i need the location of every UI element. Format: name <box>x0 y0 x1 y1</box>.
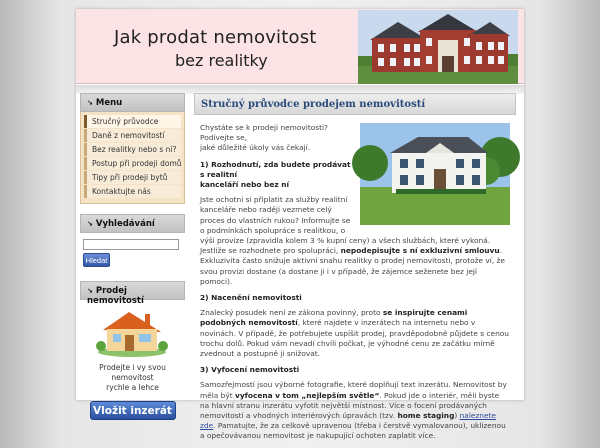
section-3-text-2: . Pokud jde o interiér, měli byste na hlavní stranu inzerátu vyfotit největší místnost. Více o focení prodávaných nemovitostí a vhodných interiérových úpravách (tzv. <box>200 390 500 421</box>
house-illustration <box>95 306 170 358</box>
section-2-title: 2) Nacenění nemovitosti <box>200 293 302 303</box>
page-container <box>76 9 524 441</box>
site-header <box>76 9 524 84</box>
sidebar <box>80 93 185 420</box>
sale-text-1: Prodejte i vy svou nemovitost <box>99 363 166 382</box>
section-3-bold-2: home staging <box>397 411 455 421</box>
house-photo <box>360 123 510 225</box>
section-2-text <box>200 308 510 359</box>
section-1-title-line-2: kanceláří nebo bez ní <box>200 180 290 190</box>
arrow-icon: ↘ <box>87 220 93 228</box>
menu-box <box>80 93 185 204</box>
site-subtitle: bez realitky <box>175 51 268 70</box>
section-3-text <box>200 380 510 441</box>
main-content <box>194 93 516 448</box>
intro-line-2: jaké důležité úkoly vás čekají. <box>200 143 311 153</box>
intro-line-1: Chystáte se k prodeji nemovitosti? Podívejte se, <box>200 123 328 143</box>
section-3-text-1: Samozřejmostí jsou výborné fotografie, které doplňují text inzerátu. Nemovitost by měla být <box>200 380 507 400</box>
menu-heading-label: Menu <box>95 98 123 108</box>
section-2-text-2: , které najdete v inzerátech na internetu nebo v novinách. V případě, že potřebujete uspíšit prodej, pravděpodobně půjdete s cenou trochu dolů. Pokud vám nevadí chvíli počkat, je výhodné cenu ze začátku mírně zvednout a postupně ji snižovat. <box>200 318 509 359</box>
menu-item-strucny-pruvodce[interactable]: Stručný průvodce <box>84 115 181 128</box>
sale-text-2: rychle a lehce <box>106 383 159 392</box>
sale-heading <box>80 281 185 306</box>
post-ad-button[interactable]: Vložit inzerát <box>90 401 176 420</box>
section-3-link[interactable]: naleznete zde <box>200 411 496 431</box>
menu-item-tipy-bytu[interactable]: Tipy při prodeji bytů <box>84 171 181 184</box>
section-3-title: 3) Vyfocení nemovitosti <box>200 365 300 375</box>
section-1-text-2: . Exkluzivita často snižuje aktivní snahu realitky o prodej nemovitosti, protože ví, že svou provizi dostane (a dostane ji i v případě, že zájemce seženete bez její pomoci). <box>200 246 505 286</box>
article-body <box>194 115 516 442</box>
section-1-text-1: Jste ochotni si připlatit za služby realitní kanceláře nebo raději vezmete celý proces do vlastních rukou? Informujte se o podmínkách spolupráce s realitkou, o výši provize (zpravidla kolem 3 % kupní ceny) a všech službách, které vykoná. Jestliže se rozhodnete pro spolupráci, <box>200 195 491 256</box>
section-2-text-1: Znalecký posudek není ze zákona povinný, proto <box>200 308 381 318</box>
arrow-icon: ↘ <box>87 99 93 107</box>
section-1-bold: nepodepisujte s ní exkluzivní smlouvu <box>340 246 500 256</box>
header-house-image <box>358 10 518 84</box>
search-heading-label: Vyhledávání <box>95 219 155 229</box>
search-box <box>80 214 185 271</box>
page-title: Stručný průvodce prodejem nemovitostí <box>194 93 516 115</box>
menu-list <box>80 112 185 204</box>
menu-item-postup-domu[interactable]: Postup při prodeji domů <box>84 157 181 170</box>
search-heading <box>80 214 185 233</box>
sale-body <box>80 300 185 420</box>
section-2-bold: se inspirujte cenami podobných nemovitostí <box>200 308 468 328</box>
sale-box <box>80 281 185 420</box>
arrow-icon: ↘ <box>87 287 93 295</box>
search-button[interactable]: Hledat <box>83 253 110 267</box>
menu-item-dane[interactable]: Daně z nemovitostí <box>84 129 181 142</box>
menu-item-bez-realitky[interactable]: Bez realitky nebo s ní? <box>84 143 181 156</box>
menu-heading <box>80 93 185 112</box>
search-body <box>80 233 185 271</box>
site-title[interactable]: Jak prodat nemovitost <box>114 27 317 48</box>
search-input[interactable] <box>83 239 179 250</box>
sale-heading-label: Prodej nemovitostí <box>87 286 144 306</box>
section-3-bold-1: vyfocena v tom „nejlepším světle“ <box>235 390 380 400</box>
section-3-text-4: . Pamatujte, že za celkově upravenou (třeba i čerstvě vymalovanou), uklizenou a opečovávanou nemovitost je nakupující ochoten zaplatit více. <box>200 421 506 441</box>
section-3-text-3: ) <box>454 411 458 421</box>
menu-item-kontakt[interactable]: Kontaktujte nás <box>84 185 181 198</box>
section-1-title-line-1: 1) Rozhodnutí, zda budete prodávat s realitní <box>200 159 351 179</box>
